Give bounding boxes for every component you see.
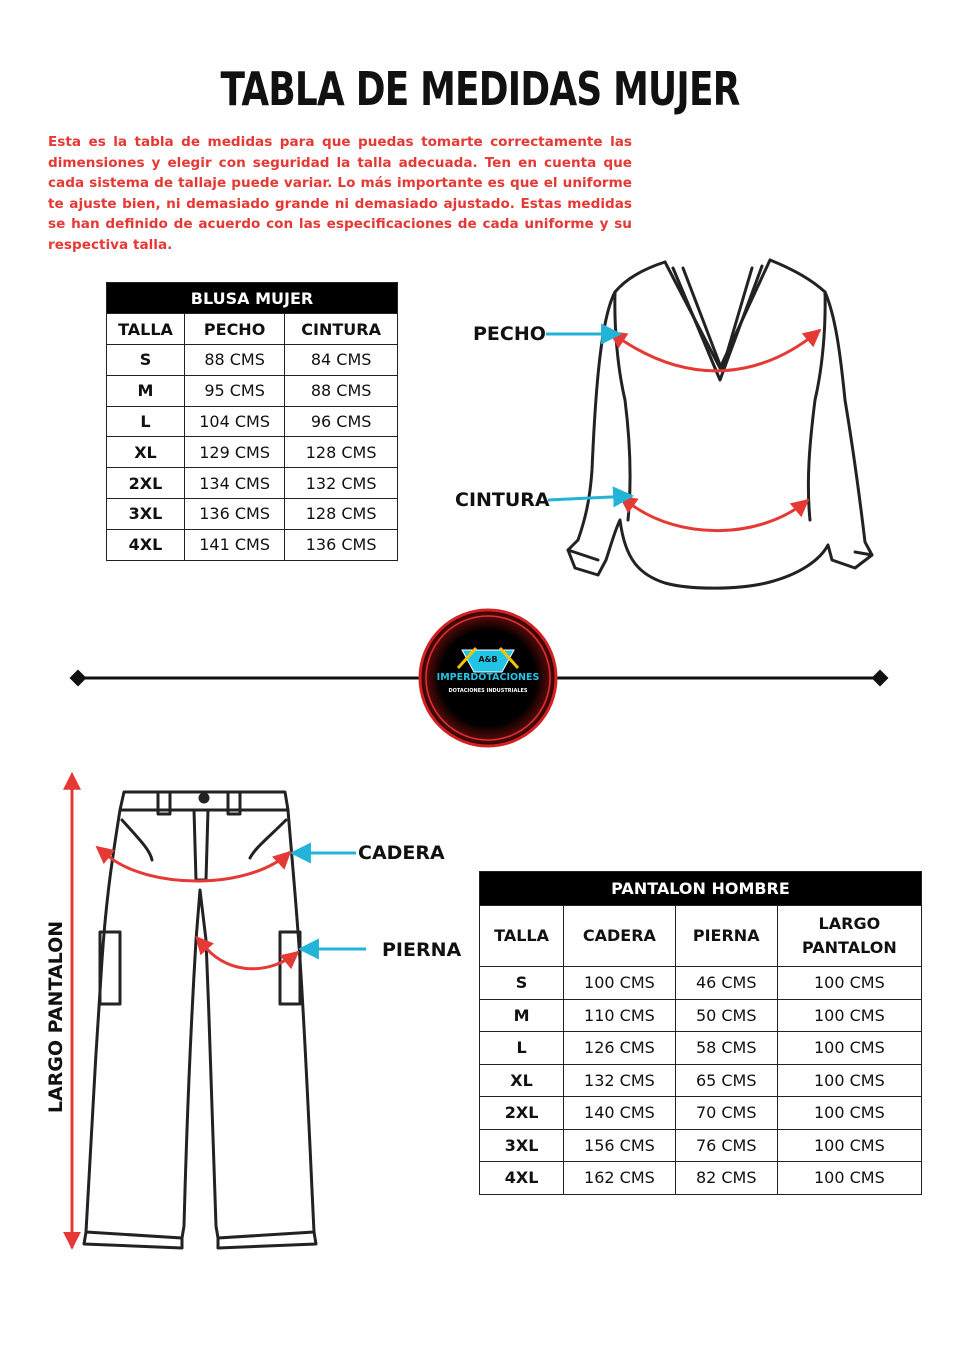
cadera-cell: 162 CMS <box>564 1162 676 1195</box>
blouse-illustration <box>568 260 872 588</box>
table-row <box>480 967 922 1000</box>
table-row <box>480 1097 922 1130</box>
largo-cell: 100 CMS <box>777 1162 921 1195</box>
size-cell: XL <box>480 1064 564 1097</box>
size-cell: 2XL <box>107 468 185 499</box>
cintura-cell: 96 CMS <box>285 406 398 437</box>
pantalon-header-talla: TALLA <box>480 906 564 967</box>
logo-name: IMPERDOTACIONES <box>436 672 540 683</box>
pierna-label: PIERNA <box>382 939 462 961</box>
cadera-cell: 126 CMS <box>564 1032 676 1065</box>
cadera-cell: 156 CMS <box>564 1129 676 1162</box>
pierna-measure-arrow <box>206 948 298 969</box>
cintura-pointer-arrow <box>548 496 632 500</box>
cadera-cell: 110 CMS <box>564 999 676 1032</box>
size-cell: 2XL <box>480 1097 564 1130</box>
size-cell: 3XL <box>480 1129 564 1162</box>
blusa-header-talla: TALLA <box>107 314 185 345</box>
pantalon-header-pierna: PIERNA <box>675 906 777 967</box>
cintura-cell: 88 CMS <box>285 375 398 406</box>
logo-subtitle: DOTACIONES INDUSTRIALES <box>448 688 528 694</box>
pantalon-header-cadera: CADERA <box>564 906 676 967</box>
cintura-cell: 84 CMS <box>285 345 398 376</box>
pecho-cell: 141 CMS <box>184 529 284 560</box>
largo-cell: 100 CMS <box>777 1129 921 1162</box>
size-cell: 4XL <box>107 529 185 560</box>
largo-cell: 100 CMS <box>777 967 921 1000</box>
pecho-cell: 95 CMS <box>184 375 284 406</box>
size-cell: XL <box>107 437 185 468</box>
largo-cell: 100 CMS <box>777 1032 921 1065</box>
pecho-cell: 136 CMS <box>184 498 284 529</box>
pierna-cell: 46 CMS <box>675 967 777 1000</box>
pierna-cell: 50 CMS <box>675 999 777 1032</box>
pantalon-header-largo <box>777 906 921 967</box>
size-cell: S <box>480 967 564 1000</box>
cadera-cell: 100 CMS <box>564 967 676 1000</box>
logo-ab-mark: A&B <box>478 655 498 664</box>
cadera-measure-arrow <box>108 852 290 881</box>
pantalon-table-caption: PANTALON HOMBRE <box>480 872 922 906</box>
intro-paragraph: Esta es la tabla de medidas para que puedas tomarte correctamente las dimensiones y elegir con seguridad la talla adecuada. Ten en cuenta que cada sistema de tallaje puede variar. Lo más importante es que el uniforme te ajuste bien, ni demasiado grande ni demasiado ajustado. Estas medidas se han definido de acuerdo con las especificaciones de cada uniforme y su respectiva talla. <box>48 134 632 253</box>
cintura-measure-arrow <box>632 500 808 531</box>
header-largo-line1: LARGO <box>818 914 881 933</box>
pierna-cell: 58 CMS <box>675 1032 777 1065</box>
cintura-cell: 128 CMS <box>285 498 398 529</box>
cadera-cell: 140 CMS <box>564 1097 676 1130</box>
blusa-table-caption: BLUSA MUJER <box>107 283 398 314</box>
cadera-label: CADERA <box>358 842 445 864</box>
pecho-cell: 134 CMS <box>184 468 284 499</box>
size-cell: 4XL <box>480 1162 564 1195</box>
size-cell: L <box>480 1032 564 1065</box>
pecho-label: PECHO <box>473 323 546 345</box>
pantalon-size-table <box>479 871 922 1195</box>
page-title: TABLA DE MEDIDAS MUJER <box>220 62 740 116</box>
size-cell: M <box>480 999 564 1032</box>
pecho-cell: 104 CMS <box>184 406 284 437</box>
largo-cell: 100 CMS <box>777 1097 921 1130</box>
blusa-header-cintura: CINTURA <box>285 314 398 345</box>
table-row <box>480 1032 922 1065</box>
cintura-cell: 136 CMS <box>285 529 398 560</box>
pecho-cell: 129 CMS <box>184 437 284 468</box>
blusa-header-pecho: PECHO <box>184 314 284 345</box>
size-cell: L <box>107 406 185 437</box>
largo-cell: 100 CMS <box>777 1064 921 1097</box>
pierna-cell: 70 CMS <box>675 1097 777 1130</box>
cintura-cell: 128 CMS <box>285 437 398 468</box>
table-row <box>480 1162 922 1195</box>
table-row <box>480 999 922 1032</box>
pecho-cell: 88 CMS <box>184 345 284 376</box>
table-row <box>480 1064 922 1097</box>
table-row <box>480 1129 922 1162</box>
pierna-cell: 65 CMS <box>675 1064 777 1097</box>
cadera-cell: 132 CMS <box>564 1064 676 1097</box>
pierna-cell: 76 CMS <box>675 1129 777 1162</box>
size-cell: 3XL <box>107 498 185 529</box>
cintura-cell: 132 CMS <box>285 468 398 499</box>
header-largo-line2: PANTALON <box>802 938 897 957</box>
largo-cell: 100 CMS <box>777 999 921 1032</box>
largo-pantalon-label: LARGO PANTALON <box>45 920 67 1114</box>
pierna-cell: 82 CMS <box>675 1162 777 1195</box>
cintura-label: CINTURA <box>455 489 550 511</box>
size-cell: M <box>107 375 185 406</box>
size-cell: S <box>107 345 185 376</box>
